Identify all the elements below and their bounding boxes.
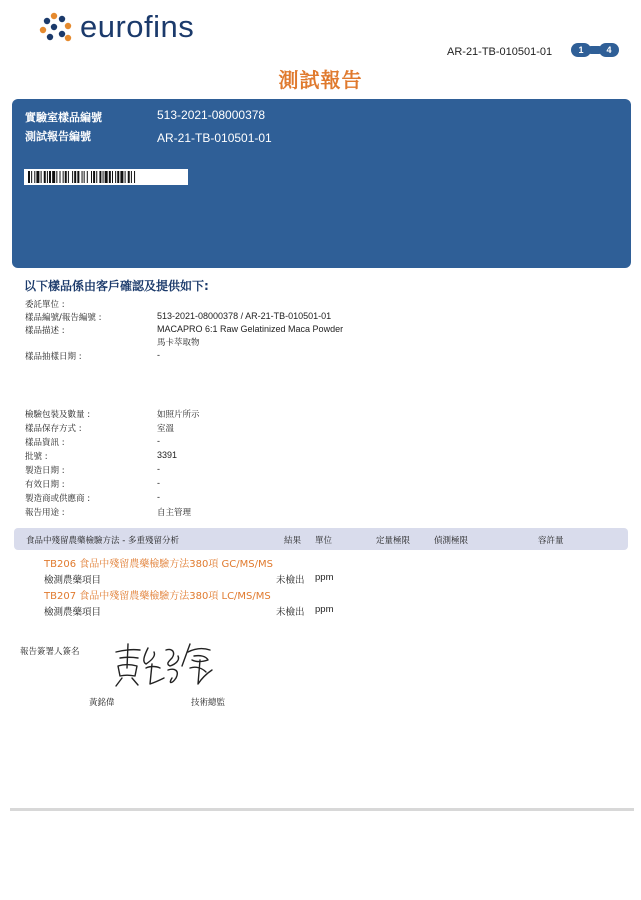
page-total: 4 xyxy=(599,43,619,57)
sample-description-value-cn: 馬卡萃取物 xyxy=(157,338,200,348)
eurofins-logo xyxy=(38,10,218,44)
header-method: 食品中殘留農藥檢驗方法 - 多重殘留分析 xyxy=(26,536,179,546)
signer-name: 黃銘偉 xyxy=(89,698,115,708)
sampling-date-value: - xyxy=(157,350,160,360)
sample-info-label: 樣品資訊 : xyxy=(25,438,65,448)
footer-divider xyxy=(10,808,634,811)
logo-dots-icon xyxy=(38,10,78,44)
analyte-label-2: 檢測農藥項目 xyxy=(44,607,102,618)
sample-description-value: MACAPRO 6:1 Raw Gelatinized Maca Powder xyxy=(157,324,344,334)
page-title: 測試報告 xyxy=(278,68,363,92)
report-purpose-label: 報告用途 : xyxy=(25,508,65,518)
header-result: 結果 xyxy=(284,536,302,546)
header-unit: 單位 xyxy=(315,536,333,546)
result-unit-2: ppm xyxy=(315,604,334,615)
report-number-header: AR-21-TB-010501-01 xyxy=(447,46,553,58)
header-loq: 定量極限 xyxy=(376,536,411,546)
sample-info-value: - xyxy=(157,436,160,446)
signer-title: 技術總監 xyxy=(191,698,226,708)
storage-label: 樣品保存方式 : xyxy=(25,424,82,434)
lab-sample-label: 實驗室樣品編號 xyxy=(25,111,102,124)
result-unit-1: ppm xyxy=(315,572,334,583)
client-label: 委託單位 : xyxy=(25,300,65,310)
page-current: 1 xyxy=(571,43,591,57)
sample-report-no-label: 樣品編號/報告編號 : xyxy=(25,313,102,323)
lab-sample-value: 513-2021-08000378 xyxy=(157,108,266,122)
sample-report-no-value: 513-2021-08000378 / AR-21-TB-010501-01 xyxy=(157,311,332,321)
barcode xyxy=(24,169,188,185)
analyte-label-1: 檢測農藥項目 xyxy=(44,575,102,586)
sample-description-label: 樣品描述 : xyxy=(25,326,65,336)
header-limit: 容許量 xyxy=(538,536,564,546)
page-indicator xyxy=(571,43,619,57)
storage-value: 室溫 xyxy=(157,424,175,434)
signature-label: 報告簽署人簽名 xyxy=(20,647,80,657)
method-tb206: TB206 食品中殘留農藥檢驗方法380項 GC/MS/MS xyxy=(44,559,273,570)
batch-label: 批號 : xyxy=(25,452,48,462)
report-no-label: 測試報告編號 xyxy=(25,130,91,143)
expiry-date-label: 有效日期 : xyxy=(25,480,65,490)
signature-icon xyxy=(110,638,220,690)
method-tb207: TB207 食品中殘留農藥檢驗方法380項 LC/MS/MS xyxy=(44,591,271,602)
sample-info-title: 以下樣品係由客戶確認及提供如下: xyxy=(24,279,209,293)
header-lod: 偵測極限 xyxy=(434,536,469,546)
results-header-bar xyxy=(14,528,628,550)
report-purpose-value: 自主管理 xyxy=(157,508,192,518)
batch-value: 3391 xyxy=(157,450,178,460)
manufacture-date-value: - xyxy=(157,464,160,474)
result-value-1: 未檢出 xyxy=(276,575,305,586)
manufacture-date-label: 製造日期 : xyxy=(25,466,65,476)
packaging-label: 檢驗包裝及數量 : xyxy=(25,410,91,420)
result-value-2: 未檢出 xyxy=(276,607,305,618)
handwritten-signature xyxy=(110,638,220,690)
report-no-value: AR-21-TB-010501-01 xyxy=(157,131,272,145)
manufacturer-label: 製造商或供應商 : xyxy=(25,494,91,504)
sampling-date-label: 樣品抽樣日期 : xyxy=(25,352,82,362)
manufacturer-value: - xyxy=(157,492,160,502)
barcode-icon xyxy=(28,171,184,183)
packaging-value: 如照片所示 xyxy=(157,410,200,420)
expiry-date-value: - xyxy=(157,478,160,488)
brand-name: eurofins xyxy=(80,9,195,44)
